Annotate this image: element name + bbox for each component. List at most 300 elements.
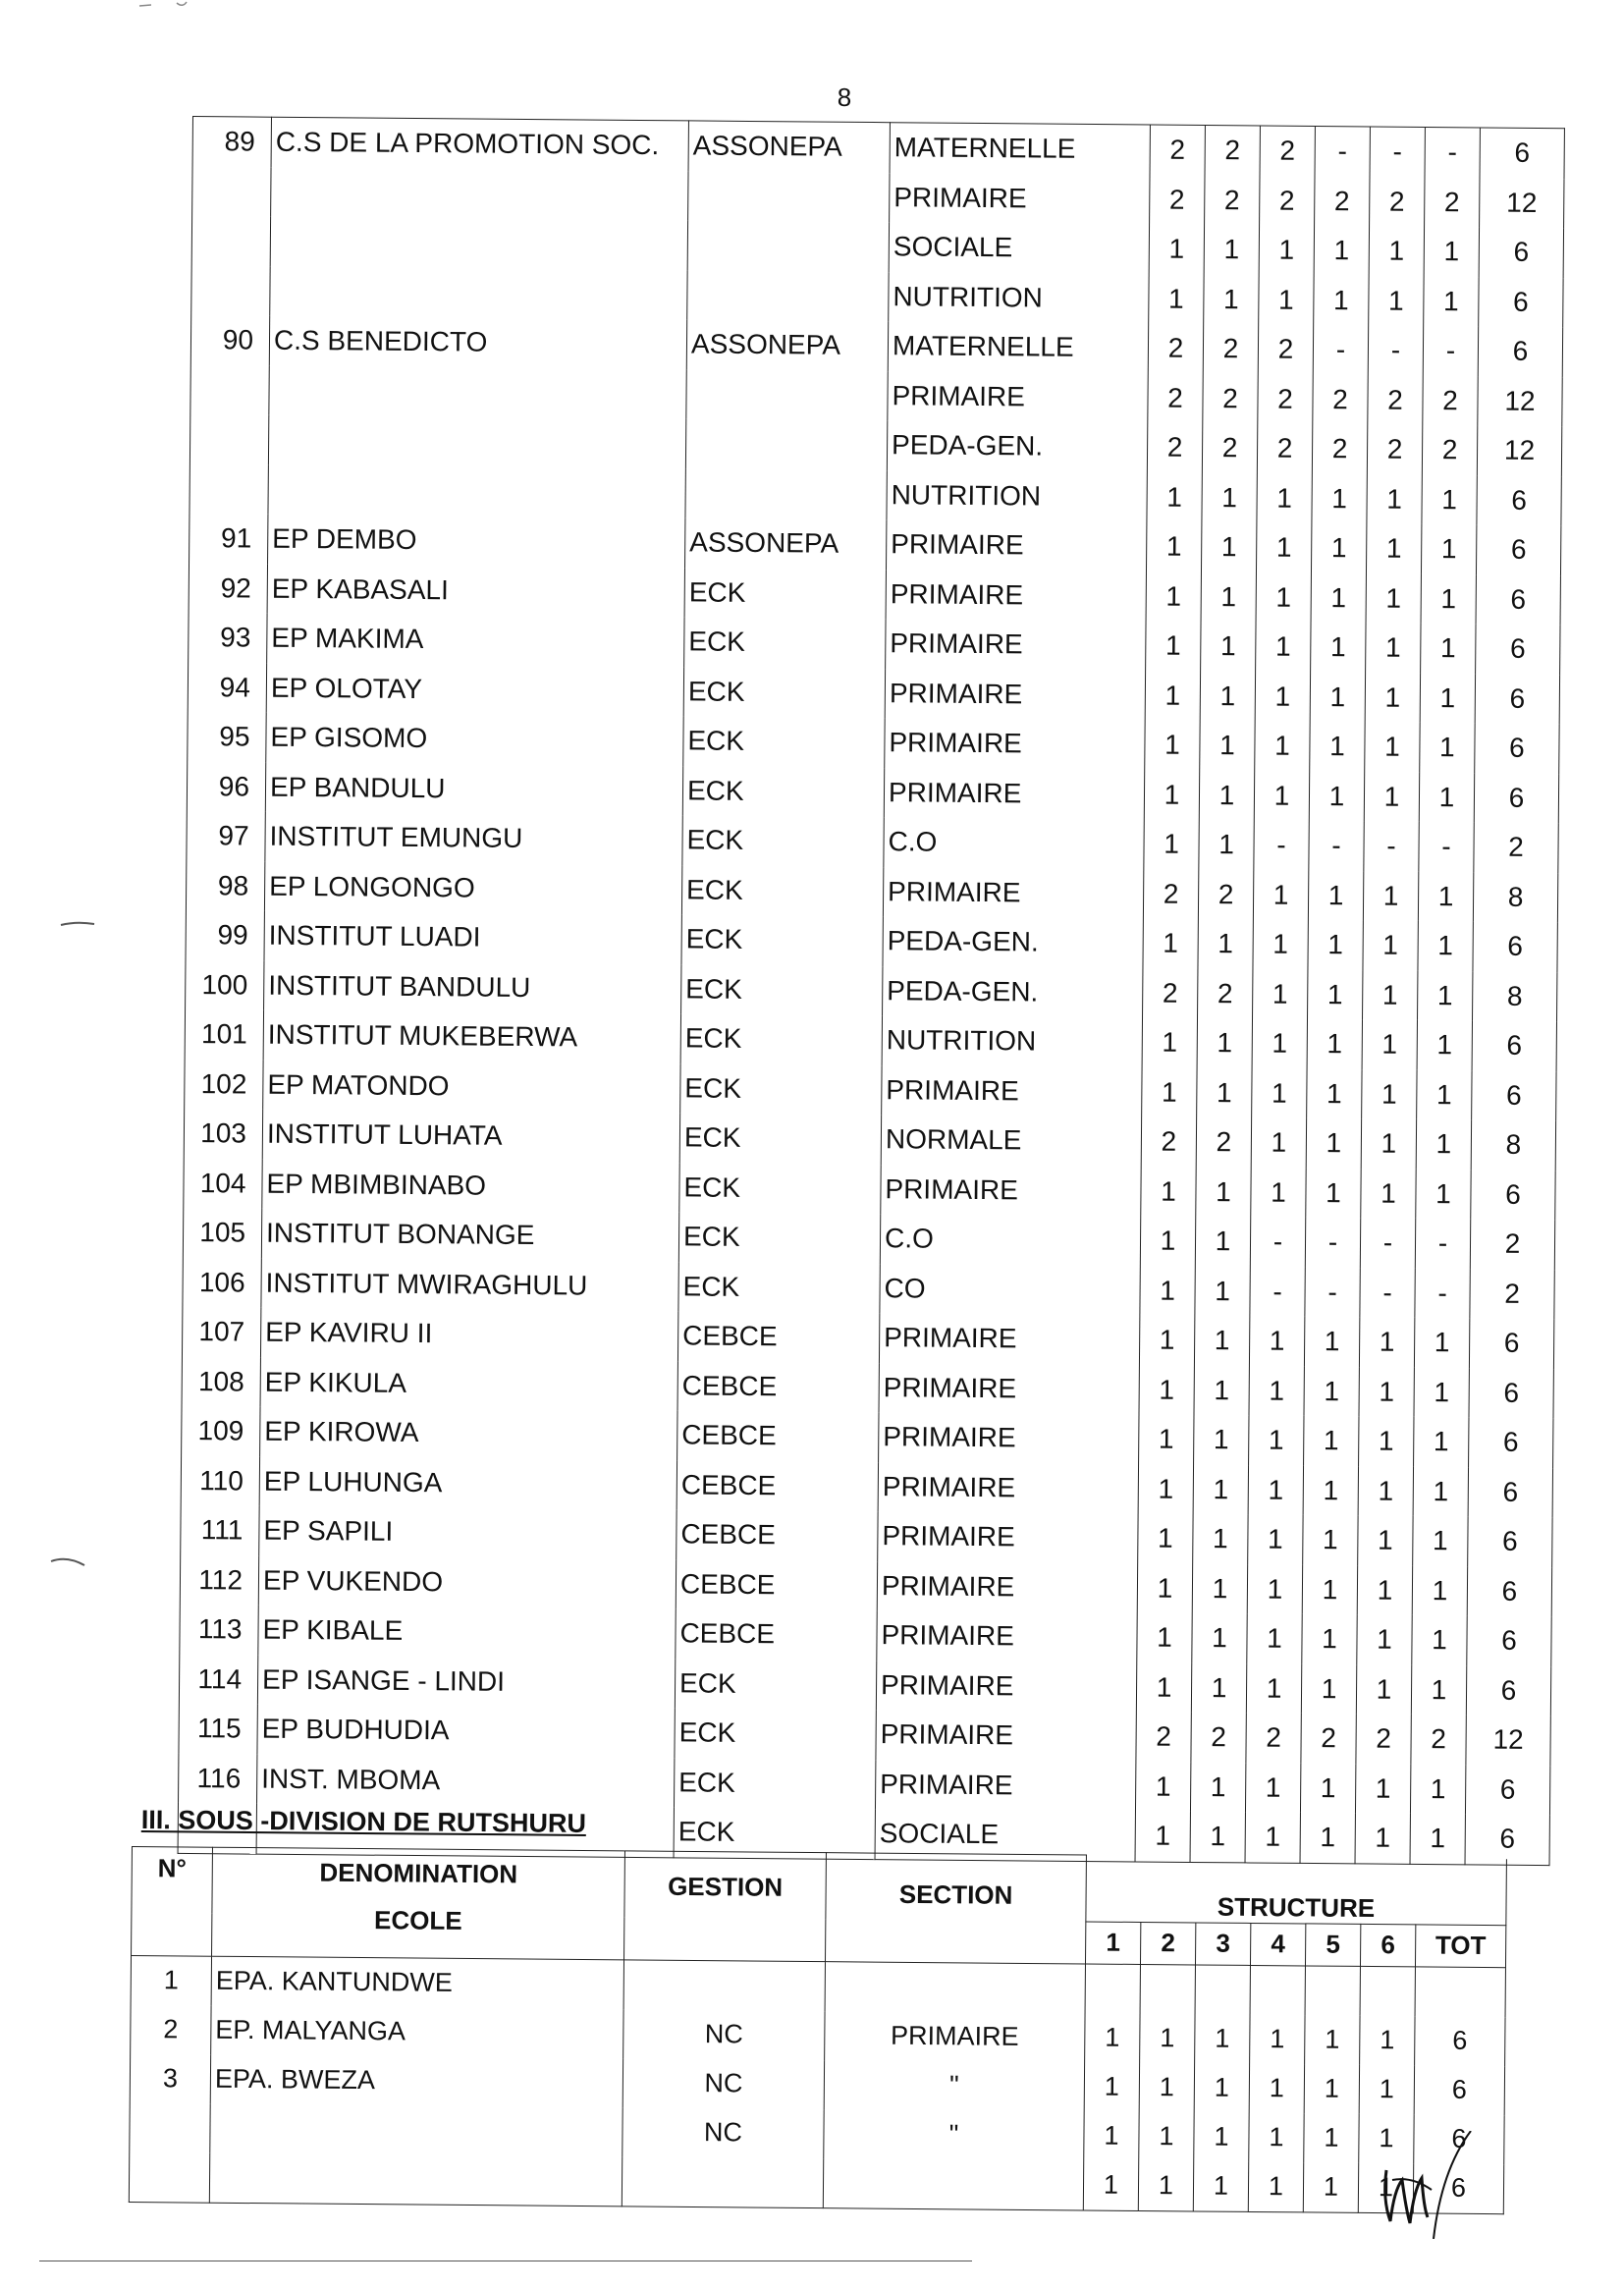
header-denomination: [212, 1847, 625, 1959]
margin-mark: [59, 918, 98, 930]
section-cell: PRIMAIRE: [879, 1363, 1139, 1415]
row-number: [129, 2152, 209, 2202]
structure-cell: 1: [1138, 1464, 1193, 1514]
structure-col-header: 2: [1140, 1922, 1195, 1964]
section-cell: MATERNELLE: [890, 123, 1150, 175]
structure-cell: 1: [1256, 572, 1311, 623]
structure-cell: 1: [1300, 1813, 1355, 1863]
school-name: [209, 2152, 622, 2206]
structure-cell: 1: [1303, 2162, 1358, 2212]
structure-cell: 1: [1311, 572, 1366, 623]
structure-cell: 1: [1303, 1515, 1358, 1565]
structure-cell: [1360, 1966, 1415, 2016]
total-cell: 6: [1477, 475, 1561, 525]
structure-cell: 1: [1253, 919, 1308, 969]
structure-cell: 1: [1410, 1764, 1465, 1814]
section-cell: [825, 1961, 1085, 2013]
row-number: 95: [188, 712, 266, 762]
structure-cell: 2: [1147, 423, 1202, 473]
school-name: EP DEMBO: [268, 515, 685, 568]
structure-cell: -: [1313, 325, 1368, 375]
school-name: EP SAPILI: [259, 1506, 677, 1559]
structure-cell: 1: [1139, 1414, 1194, 1464]
row-number: [191, 265, 270, 315]
school-name: INSTITUT LUHATA: [262, 1110, 679, 1163]
structure-cell: 1: [1369, 276, 1424, 326]
structure-cell: 1: [1259, 275, 1314, 325]
row-number: 99: [186, 910, 264, 960]
structure-cell: 1: [1256, 622, 1311, 672]
structure-cell: 1: [1245, 1812, 1300, 1862]
total-cell: 6: [1479, 277, 1563, 327]
total-cell: 8: [1473, 872, 1557, 922]
structure-cell: 1: [1194, 2063, 1249, 2112]
structure-cell: 1: [1413, 1516, 1468, 1566]
structure-cell: -: [1305, 1218, 1360, 1268]
structure-cell: 2: [1411, 1715, 1466, 1765]
structure-cell: 1: [1253, 870, 1308, 920]
row-number: 116: [179, 1753, 257, 1803]
structure-cell: 2: [1150, 175, 1205, 225]
row-number: 94: [188, 662, 266, 712]
section-cell: C.O: [880, 1214, 1140, 1266]
school-name: EP MBIMBINABO: [262, 1159, 679, 1212]
row-number: 105: [183, 1208, 261, 1258]
school-name: EP KIKULA: [260, 1357, 677, 1410]
structure-cell: 2: [1191, 1713, 1246, 1763]
structure-cell: 2: [1203, 324, 1258, 374]
header-section: SECTION: [826, 1853, 1087, 1964]
school-name: EP VUKENDO: [258, 1555, 676, 1608]
school-name: EP KAVIRU II: [260, 1308, 677, 1361]
school-name: EP BANDULU: [265, 762, 682, 815]
structure-cell: [1250, 1965, 1305, 2015]
row-number: 89: [192, 117, 271, 168]
school-name: INST. MBOMA: [257, 1754, 675, 1807]
gestion-cell: ECK: [679, 1113, 881, 1164]
structure-cell: 1: [1308, 920, 1363, 970]
gestion-cell: ECK: [683, 716, 885, 767]
section-cell: PRIMAIRE: [886, 570, 1146, 622]
school-name: EP OLOTAY: [266, 663, 683, 716]
total-cell: 6: [1414, 2114, 1504, 2164]
total-cell: 6: [1469, 1318, 1553, 1368]
section-cell: ": [824, 2109, 1084, 2160]
gestion-cell: [688, 171, 890, 222]
structure-col-header: 4: [1250, 1923, 1305, 1965]
total-cell: 6: [1415, 2016, 1505, 2066]
row-number: 96: [187, 761, 265, 811]
structure-cell: 1: [1361, 1118, 1416, 1169]
structure-cell: 1: [1419, 772, 1474, 822]
total-cell: 6: [1467, 1615, 1551, 1665]
row-number: 92: [189, 563, 267, 613]
structure-cell: 1: [1248, 1465, 1303, 1515]
structure-cell: -: [1425, 127, 1480, 177]
row-number: 100: [186, 959, 264, 1009]
structure-cell: 2: [1143, 869, 1198, 919]
section-cell: PRIMAIRE: [879, 1412, 1139, 1464]
gestion-cell: NC: [623, 2058, 824, 2109]
structure-cell: 2: [1198, 869, 1253, 919]
structure-cell: 1: [1085, 2013, 1140, 2062]
row-number: 113: [180, 1605, 258, 1655]
structure-cell: 1: [1201, 622, 1256, 672]
structure-cell: 1: [1369, 226, 1424, 276]
section-cell: PRIMAIRE: [876, 1661, 1136, 1713]
structure-cell: 1: [1204, 274, 1259, 324]
gestion-cell: [686, 369, 888, 420]
gestion-cell: ECK: [675, 1659, 876, 1710]
structure-cell: 1: [1246, 1663, 1301, 1714]
structure-cell: 1: [1144, 770, 1199, 820]
section-cell: NUTRITION: [887, 470, 1147, 522]
gestion-cell: ECK: [675, 1708, 876, 1759]
header-n: N°: [132, 1847, 213, 1956]
gestion-cell: ECK: [674, 1758, 875, 1809]
structure-cell: 1: [1249, 1366, 1304, 1416]
row-number: 110: [181, 1455, 259, 1505]
structure-cell: 1: [1197, 1067, 1252, 1117]
structure-cell: 1: [1304, 2113, 1359, 2162]
row-number: 101: [185, 1009, 263, 1060]
structure-cell: 1: [1418, 970, 1473, 1020]
structure-cell: 1: [1362, 1069, 1417, 1119]
total-cell: 6: [1472, 1070, 1556, 1120]
structure-cell: 2: [1312, 424, 1367, 474]
structure-cell: 1: [1254, 771, 1309, 821]
row-number: 112: [180, 1554, 258, 1605]
row-number: 3: [130, 2053, 210, 2103]
structure-cell: -: [1309, 821, 1364, 871]
gestion-cell: CEBCE: [677, 1311, 879, 1362]
structure-cell: 1: [1255, 721, 1310, 771]
row-number: [189, 463, 268, 514]
structure-cell: 1: [1149, 225, 1204, 275]
section-cell: PRIMAIRE: [875, 1760, 1135, 1812]
structure-cell: 1: [1421, 573, 1476, 624]
section-cell: PRIMAIRE: [881, 1165, 1141, 1217]
school-name: [269, 365, 686, 418]
structure-cell: 2: [1301, 1714, 1356, 1764]
structure-cell: 1: [1304, 1317, 1359, 1367]
structure-cell: 1: [1366, 573, 1421, 624]
structure-cell: 1: [1193, 2161, 1248, 2211]
structure-cell: 1: [1145, 720, 1200, 770]
total-cell: 6: [1475, 674, 1559, 724]
total-cell: 6: [1469, 1368, 1553, 1418]
structure-cell: 1: [1195, 1217, 1250, 1267]
school-name: EP LONGONGO: [264, 861, 681, 914]
row-number: 108: [182, 1356, 260, 1406]
structure-cell: 2: [1148, 324, 1203, 374]
section-cell: NORMALE: [881, 1115, 1141, 1167]
total-cell: 6: [1474, 773, 1558, 823]
total-cell: 6: [1467, 1566, 1551, 1616]
gestion-cell: CEBCE: [677, 1509, 878, 1560]
total-cell: 2: [1474, 822, 1558, 872]
section-cell: PEDA-GEN.: [883, 916, 1143, 968]
structure-cell: 1: [1302, 1614, 1357, 1664]
total-cell: 6: [1479, 227, 1563, 277]
structure-cell: 1: [1314, 226, 1369, 276]
structure-col-header: 6: [1360, 1924, 1415, 1966]
structure-cell: 2: [1368, 375, 1423, 425]
structure-cell: 1: [1195, 2014, 1250, 2063]
gestion-cell: ECK: [678, 1262, 880, 1313]
school-name: EP GISOMO: [266, 713, 683, 766]
structure-cell: 1: [1084, 2111, 1139, 2160]
structure-cell: 1: [1200, 671, 1255, 721]
structure-cell: 1: [1137, 1563, 1192, 1613]
structure-cell: 1: [1306, 1168, 1361, 1218]
structure-cell: 1: [1198, 919, 1253, 969]
section-cell: PRIMAIRE: [883, 867, 1143, 919]
structure-col-header: 5: [1305, 1923, 1360, 1965]
structure-cell: 1: [1197, 1018, 1252, 1068]
structure-cell: 1: [1199, 770, 1254, 820]
structure-cell: 1: [1195, 1266, 1250, 1316]
school-name: EPA. KANTUNDWE: [211, 1956, 623, 2009]
total-cell: 6: [1472, 1020, 1556, 1070]
top-mark: [137, 0, 196, 12]
gestion-cell: [687, 270, 889, 321]
structure-cell: 2: [1257, 423, 1312, 473]
total-cell: 12: [1466, 1715, 1550, 1765]
structure-cell: 1: [1410, 1814, 1465, 1864]
structure-cell: 1: [1412, 1565, 1467, 1615]
structure-cell: -: [1250, 1267, 1305, 1317]
structure-cell: [1195, 1964, 1250, 2014]
structure-cell: 1: [1411, 1664, 1466, 1715]
structure-cell: 1: [1365, 722, 1420, 772]
section-cell: PRIMAIRE: [878, 1462, 1138, 1514]
structure-cell: 1: [1194, 1365, 1249, 1415]
section-cell: [823, 2158, 1083, 2210]
section-cell: PRIMAIRE: [884, 768, 1144, 820]
structure-cell: 1: [1359, 1367, 1414, 1417]
school-name: [270, 217, 687, 270]
total-cell: 6: [1465, 1814, 1549, 1865]
structure-cell: 1: [1365, 673, 1420, 723]
gestion-cell: [687, 220, 889, 271]
structure-cell: 2: [1202, 423, 1257, 473]
section-heading: III. SOUS -DIVISION DE RUTSHURU: [140, 1805, 587, 1838]
gestion-cell: ECK: [681, 964, 883, 1015]
structure-cell: -: [1423, 326, 1478, 376]
structure-cell: 1: [1357, 1614, 1412, 1664]
structure-cell: 2: [1425, 177, 1480, 227]
structure-cell: 1: [1414, 1318, 1469, 1368]
section-cell: PRIMAIRE: [890, 173, 1150, 225]
structure-cell: 2: [1205, 126, 1260, 176]
structure-col-header: 3: [1195, 1922, 1250, 1964]
structure-cell: 1: [1193, 1464, 1248, 1514]
structure-cell: 1: [1301, 1663, 1356, 1714]
structure-cell: 2: [1136, 1712, 1191, 1762]
structure-cell: 1: [1418, 871, 1473, 921]
structure-cell: 1: [1247, 1564, 1302, 1614]
structure-cell: 1: [1245, 1763, 1300, 1813]
structure-cell: 1: [1192, 1613, 1247, 1663]
gestion-cell: NC: [623, 2107, 824, 2158]
structure-cell: -: [1364, 821, 1419, 871]
structure-cell: 1: [1140, 1216, 1195, 1266]
row-number: 106: [183, 1257, 261, 1307]
structure-cell: 1: [1311, 523, 1366, 573]
structure-cell: 1: [1139, 2111, 1194, 2160]
gestion-cell: [685, 468, 887, 519]
school-name: EP ISANGE - LINDI: [257, 1655, 675, 1708]
structure-cell: -: [1419, 822, 1474, 872]
structure-cell: 1: [1420, 723, 1475, 773]
structure-cell: -: [1415, 1268, 1470, 1318]
section-cell: PRIMAIRE: [882, 1065, 1142, 1117]
structure-cell: 1: [1192, 1563, 1247, 1613]
structure-cell: 1: [1248, 2161, 1303, 2211]
gestion-cell: NC: [623, 2009, 825, 2060]
structure-cell: 1: [1190, 1812, 1245, 1862]
gestion-cell: ECK: [682, 766, 884, 817]
structure-cell: 1: [1420, 673, 1475, 723]
school-name: EP KABASALI: [267, 564, 684, 617]
gestion-cell: ECK: [680, 1013, 882, 1064]
structure-cell: 1: [1149, 274, 1204, 324]
total-cell: 6: [1478, 326, 1562, 376]
structure-cell: 2: [1150, 125, 1205, 175]
section-cell: PRIMAIRE: [885, 718, 1145, 770]
school-name: EP KIROWA: [260, 1407, 677, 1460]
structure-cell: 2: [1258, 374, 1313, 424]
structure-cell: 1: [1249, 2063, 1304, 2112]
row-number: 103: [184, 1109, 262, 1159]
gestion-cell: ECK: [681, 914, 883, 965]
structure-cell: 1: [1139, 2062, 1194, 2111]
school-name: INSTITUT EMUNGU: [265, 812, 682, 865]
gestion-cell: CEBCE: [677, 1460, 878, 1511]
structure-cell: 2: [1196, 1117, 1251, 1168]
total-cell: 6: [1414, 2065, 1504, 2115]
structure-cell: 1: [1140, 1266, 1195, 1316]
section-cell: MATERNELLE: [888, 321, 1148, 373]
structure-cell: 1: [1356, 1664, 1411, 1715]
structure-cell: 1: [1084, 2062, 1139, 2111]
structure-cell: 1: [1304, 2064, 1359, 2113]
structure-cell: -: [1315, 126, 1370, 176]
structure-cell: 2: [1313, 374, 1368, 424]
school-name: EP KIBALE: [258, 1606, 676, 1659]
section-cell: PEDA-GEN.: [883, 966, 1143, 1018]
section-cell: ": [824, 2060, 1084, 2111]
row-number: 107: [182, 1307, 260, 1357]
structure-col-header: TOT: [1415, 1924, 1505, 1967]
gestion-cell: [623, 1959, 825, 2010]
structure-cell: 1: [1414, 1367, 1469, 1417]
section-cell: PRIMAIRE: [886, 619, 1146, 671]
structure-cell: 1: [1363, 970, 1418, 1020]
structure-cell: 1: [1146, 572, 1201, 622]
structure-cell: 1: [1193, 1514, 1248, 1564]
structure-cell: 1: [1142, 1017, 1197, 1067]
structure-cell: 1: [1366, 623, 1421, 673]
structure-cell: 2: [1356, 1714, 1411, 1764]
structure-cell: -: [1360, 1268, 1415, 1318]
header-denomination-line1: DENOMINATION: [319, 1857, 518, 1889]
structure-cell: 1: [1360, 2015, 1415, 2064]
structure-cell: 1: [1138, 1513, 1193, 1563]
structure-cell: 1: [1139, 1315, 1194, 1365]
total-cell: 6: [1476, 624, 1560, 674]
row-number: [189, 414, 268, 464]
school-name: [268, 464, 685, 518]
structure-cell: 1: [1249, 2112, 1304, 2161]
section-cell: CO: [880, 1264, 1140, 1316]
structure-cell: 1: [1145, 671, 1200, 721]
school-name: EP MATONDO: [263, 1060, 680, 1113]
school-name: [270, 266, 687, 319]
signature: [1373, 2131, 1481, 2239]
section-cell: PRIMAIRE: [888, 371, 1148, 423]
structure-cell: 1: [1311, 623, 1366, 673]
structure-cell: 1: [1251, 1168, 1306, 1218]
school-name: INSTITUT MWIRAGHULU: [261, 1258, 678, 1311]
row-number: 90: [190, 315, 269, 365]
structure-cell: 1: [1307, 1019, 1362, 1069]
structure-cell: 1: [1308, 969, 1363, 1019]
margin-mark: [49, 1552, 88, 1571]
header-gestion: GESTION: [624, 1851, 827, 1961]
structure-cell: 1: [1147, 472, 1202, 522]
structure-cell: 1: [1302, 1564, 1357, 1614]
structure-cell: 1: [1358, 1515, 1413, 1565]
structure-cell: 1: [1253, 969, 1308, 1019]
structure-cell: 2: [1148, 373, 1203, 423]
structure-cell: 1: [1140, 2013, 1195, 2062]
structure-cell: 2: [1246, 1713, 1301, 1763]
structure-cell: 2: [1370, 177, 1425, 227]
rutshuru-table: [129, 1846, 1507, 2214]
structure-cell: 1: [1141, 1167, 1196, 1217]
school-name: EP LUHUNGA: [259, 1456, 677, 1509]
structure-cell: 1: [1308, 870, 1363, 920]
row-number: 98: [186, 860, 264, 910]
structure-cell: 1: [1190, 1762, 1245, 1812]
total-cell: 8: [1471, 1119, 1555, 1170]
gestion-cell: ECK: [680, 1063, 882, 1115]
structure-cell: -: [1305, 1267, 1360, 1317]
structure-cell: 1: [1367, 474, 1422, 524]
structure-cell: 1: [1257, 473, 1312, 523]
structure-cell: 1: [1202, 472, 1257, 522]
structure-cell: 1: [1314, 275, 1369, 325]
gestion-cell: ECK: [674, 1807, 875, 1859]
gestion-cell: ECK: [678, 1212, 880, 1263]
structure-cell: 2: [1423, 375, 1478, 425]
structure-cell: 1: [1416, 1119, 1471, 1170]
section-cell: SOCIALE: [875, 1809, 1135, 1861]
structure-cell: 2: [1315, 176, 1370, 226]
row-number: 91: [189, 514, 268, 564]
gestion-cell: [685, 418, 887, 469]
total-cell: 6: [1476, 524, 1560, 574]
structure-cell: 1: [1259, 225, 1314, 275]
structure-cell: 2: [1260, 176, 1315, 226]
schools-table: [178, 116, 1565, 1866]
total-cell: 2: [1470, 1269, 1554, 1319]
gestion-cell: ECK: [681, 865, 883, 916]
header-structure: STRUCTURE: [1086, 1855, 1507, 1925]
structure-cell: 1: [1196, 1167, 1251, 1217]
